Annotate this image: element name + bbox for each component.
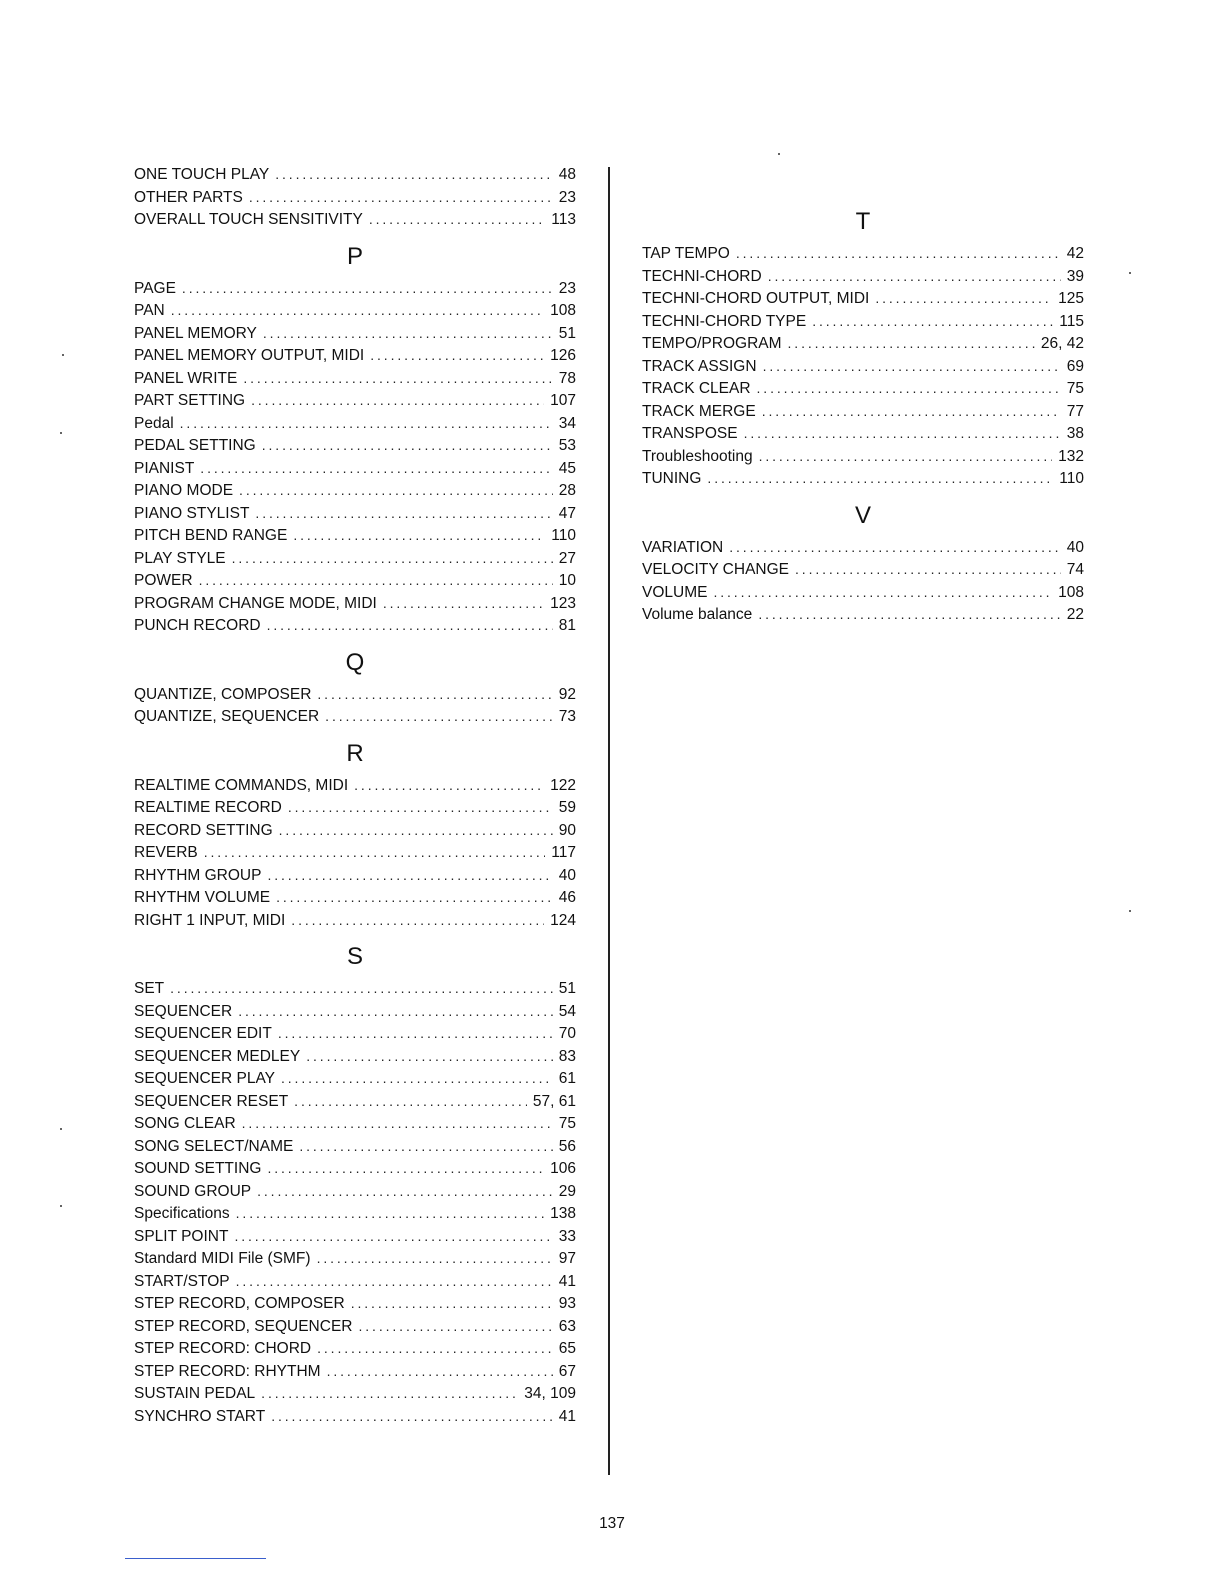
dot-leader	[257, 1180, 553, 1203]
dot-leader	[232, 547, 553, 570]
index-page-ref: 97	[558, 1250, 576, 1267]
index-entry	[134, 1022, 576, 1045]
index-entry	[134, 457, 576, 480]
index-page-ref: 122	[550, 776, 576, 794]
dot-leader	[762, 400, 1061, 423]
dot-leader	[288, 796, 553, 819]
dot-leader	[261, 1382, 518, 1405]
index-page-ref: 77	[1066, 402, 1084, 420]
index-section-q	[134, 649, 576, 728]
index-entry	[642, 536, 1084, 559]
dot-leader	[279, 819, 553, 842]
index-page-ref: 29	[558, 1182, 576, 1200]
dot-leader	[875, 287, 1052, 310]
index-term: STEP RECORD, COMPOSER	[134, 1295, 345, 1312]
scan-speck	[1129, 910, 1131, 912]
index-page-ref: 75	[1066, 380, 1084, 397]
index-page-ref: 65	[558, 1340, 576, 1357]
index-term: VELOCITY CHANGE	[642, 561, 790, 578]
dot-leader	[236, 1270, 553, 1293]
index-section-t	[642, 208, 1084, 490]
dot-leader	[294, 1090, 527, 1113]
index-term: SOUND GROUP	[134, 1182, 252, 1200]
index-term: TECHNI-CHORD	[642, 267, 762, 285]
dot-leader	[729, 536, 1061, 559]
index-entry	[134, 1180, 576, 1203]
dot-leader	[236, 1202, 544, 1225]
index-term: TRANSPOSE	[642, 425, 738, 442]
index-term: SUSTAIN PEDAL	[134, 1385, 256, 1402]
index-entry	[134, 819, 576, 842]
dot-leader	[234, 1225, 552, 1248]
index-section-p	[134, 243, 576, 637]
index-term: PIANIST	[134, 459, 195, 477]
index-term: PART SETTING	[134, 392, 246, 409]
index-term: RECORD SETTING	[134, 821, 273, 839]
index-entry	[134, 502, 576, 525]
index-entry	[642, 603, 1084, 626]
index-entry	[134, 1225, 576, 1248]
index-page-ref: 23	[558, 279, 576, 297]
index-term: PAGE	[134, 279, 176, 297]
section-heading-r: R	[346, 739, 364, 767]
index-term: REVERB	[134, 844, 198, 861]
index-page-ref: 10	[558, 572, 576, 589]
dot-leader	[275, 163, 553, 186]
dot-leader	[182, 277, 553, 300]
index-term: PIANO STYLIST	[134, 504, 250, 522]
index-term: OVERALL TOUCH SENSITIVITY	[134, 211, 363, 228]
index-term: OTHER PARTS	[134, 188, 243, 206]
index-entry	[134, 774, 576, 797]
index-term: TRACK MERGE	[642, 402, 756, 420]
index-term: PITCH BEND RANGE	[134, 527, 288, 544]
index-term: POWER	[134, 572, 193, 589]
index-term: PANEL WRITE	[134, 369, 238, 387]
right-index-column	[642, 208, 1084, 626]
scan-speck	[60, 1205, 62, 1207]
index-page-ref: 38	[1066, 425, 1084, 442]
section-heading-v: V	[854, 501, 871, 529]
index-page-ref: 40	[558, 866, 576, 884]
page-number: 137	[599, 1515, 625, 1532]
index-term: PLAY STYLE	[134, 549, 226, 567]
index-page-ref: 45	[558, 459, 576, 477]
index-entry	[134, 1337, 576, 1360]
index-page-ref: 110	[1059, 470, 1084, 487]
index-page-ref: 51	[558, 980, 576, 997]
index-page-ref: 53	[558, 437, 576, 454]
dot-leader	[243, 367, 552, 390]
index-entry	[642, 310, 1084, 333]
index-page-ref: 54	[558, 1002, 576, 1020]
dot-leader	[744, 422, 1061, 445]
index-term: SEQUENCER RESET	[134, 1092, 289, 1110]
index-page-ref: 47	[558, 504, 576, 522]
index-term: SEQUENCER PLAY	[134, 1070, 275, 1087]
dot-leader	[255, 502, 552, 525]
index-entry	[134, 1292, 576, 1315]
dot-leader	[267, 1157, 544, 1180]
index-page-ref: 61	[558, 1070, 576, 1087]
index-term: STEP RECORD, SEQUENCER	[134, 1317, 353, 1335]
index-entry	[134, 163, 576, 186]
index-entry	[134, 841, 576, 864]
index-entry	[134, 547, 576, 570]
dot-leader	[763, 355, 1061, 378]
index-entry	[134, 344, 576, 367]
index-entry	[134, 592, 576, 615]
index-page-ref: 46	[558, 889, 576, 906]
index-page-ref: 26, 42	[1040, 335, 1084, 352]
index-entry	[642, 445, 1084, 468]
index-term: RHYTHM VOLUME	[134, 889, 271, 906]
index-page-ref: 69	[1066, 357, 1084, 375]
index-entry	[134, 1112, 576, 1135]
index-page-ref: 107	[550, 392, 576, 409]
index-term: SEQUENCER EDIT	[134, 1025, 272, 1042]
index-term: SONG SELECT/NAME	[134, 1137, 294, 1155]
index-entry	[134, 1090, 576, 1113]
index-entry	[642, 332, 1084, 355]
dot-leader	[788, 332, 1035, 355]
dot-leader	[327, 1360, 553, 1383]
index-term: RIGHT 1 INPUT, MIDI	[134, 911, 286, 929]
index-page-ref: 73	[558, 708, 576, 725]
index-term: SEQUENCER	[134, 1002, 233, 1020]
dot-leader	[293, 524, 545, 547]
index-term: SEQUENCER MEDLEY	[134, 1047, 301, 1065]
scan-speck	[778, 153, 780, 155]
index-term: STEP RECORD: CHORD	[134, 1340, 312, 1357]
section-heading-q: Q	[345, 648, 365, 676]
index-page-ref: 117	[551, 844, 576, 861]
index-section-o	[134, 163, 576, 231]
column-divider	[608, 167, 610, 1475]
index-term: QUANTIZE, COMPOSER	[134, 685, 312, 703]
index-entry	[642, 242, 1084, 265]
dot-leader	[354, 774, 544, 797]
index-term: VARIATION	[642, 538, 724, 556]
index-term: TUNING	[642, 470, 702, 487]
index-page-ref: 90	[558, 821, 576, 839]
index-entry	[134, 389, 576, 412]
index-page-ref: 93	[558, 1295, 576, 1312]
index-page-ref: 34	[558, 414, 576, 432]
footer-rule	[125, 1558, 266, 1559]
index-entry	[642, 422, 1084, 445]
index-term: PUNCH RECORD	[134, 617, 261, 634]
index-page-ref: 78	[558, 369, 576, 387]
index-page-ref: 23	[558, 188, 576, 206]
index-term: Pedal	[134, 414, 174, 432]
index-entry	[642, 287, 1084, 310]
index-entry	[134, 1315, 576, 1338]
index-entry	[642, 377, 1084, 400]
index-entry	[134, 1270, 576, 1293]
index-page-ref: 67	[558, 1362, 576, 1380]
index-section-r	[134, 740, 576, 932]
index-page-ref: 92	[558, 685, 576, 703]
dot-leader	[271, 1405, 553, 1428]
dot-leader	[370, 344, 544, 367]
dot-leader	[262, 434, 553, 457]
index-term: PANEL MEMORY	[134, 324, 257, 342]
index-page-ref: 39	[1066, 267, 1084, 285]
index-page-ref: 108	[550, 302, 576, 319]
index-entry-list	[134, 277, 576, 637]
index-entry	[134, 705, 576, 728]
index-entry-list	[134, 774, 576, 932]
index-term: RHYTHM GROUP	[134, 866, 262, 884]
index-entry	[134, 683, 576, 706]
index-page-ref: 81	[558, 617, 576, 634]
index-entry	[134, 434, 576, 457]
index-term: TECHNI-CHORD OUTPUT, MIDI	[642, 290, 870, 307]
index-entry	[134, 864, 576, 887]
dot-leader	[325, 705, 553, 728]
dot-leader	[281, 1067, 553, 1090]
index-term: SONG CLEAR	[134, 1115, 236, 1132]
index-entry-list	[134, 683, 576, 728]
scan-speck	[60, 432, 62, 434]
index-page-ref: 41	[558, 1407, 576, 1425]
index-page-ref: 41	[558, 1272, 576, 1290]
index-term: PROGRAM CHANGE MODE, MIDI	[134, 594, 377, 612]
dot-leader	[200, 457, 552, 480]
section-heading-p: P	[346, 242, 363, 270]
index-page-ref: 40	[1066, 538, 1084, 556]
index-entry	[134, 1135, 576, 1158]
dot-leader	[758, 603, 1060, 626]
index-entry	[134, 909, 576, 932]
index-term: PAN	[134, 302, 165, 319]
index-entry	[642, 581, 1084, 604]
index-term: REALTIME RECORD	[134, 799, 282, 816]
index-entry	[134, 1405, 576, 1428]
dot-leader	[249, 186, 553, 209]
index-page-ref: 106	[550, 1160, 576, 1177]
index-entry-list	[642, 242, 1084, 490]
dot-leader	[317, 1337, 553, 1360]
dot-leader	[736, 242, 1061, 265]
index-entry	[134, 1000, 576, 1023]
index-entry	[134, 277, 576, 300]
index-entry-list	[642, 536, 1084, 626]
index-term: TRACK ASSIGN	[642, 357, 757, 375]
index-entry	[134, 1247, 576, 1270]
dot-leader	[713, 581, 1052, 604]
index-entry	[134, 479, 576, 502]
index-term: SET	[134, 980, 165, 997]
index-page-ref: 132	[1058, 447, 1084, 465]
index-entry	[134, 569, 576, 592]
index-page-ref: 57, 61	[532, 1092, 576, 1110]
dot-leader	[278, 1022, 553, 1045]
section-heading-s: S	[346, 943, 363, 970]
dot-leader	[707, 467, 1053, 490]
index-entry	[134, 886, 576, 909]
dot-leader	[267, 614, 553, 637]
index-page-ref: 63	[558, 1317, 576, 1335]
dot-leader	[276, 886, 553, 909]
index-page-ref: 115	[1059, 312, 1084, 330]
index-entry	[134, 1202, 576, 1225]
index-entry-list	[134, 163, 576, 231]
index-term: VOLUME	[642, 583, 708, 601]
index-entry	[134, 367, 576, 390]
index-page-ref: 27	[558, 549, 576, 567]
dot-leader	[199, 569, 553, 592]
dot-leader	[757, 377, 1061, 400]
index-page-ref: 22	[1066, 606, 1084, 623]
index-page-ref: 75	[558, 1115, 576, 1132]
dot-leader	[759, 445, 1053, 468]
index-entry	[642, 355, 1084, 378]
index-term: TEMPO/PROGRAM	[642, 335, 782, 352]
dot-leader	[306, 1045, 553, 1068]
index-page-ref: 74	[1066, 561, 1084, 578]
index-entry	[134, 1382, 576, 1405]
index-term: REALTIME COMMANDS, MIDI	[134, 776, 349, 794]
index-page-ref: 51	[558, 324, 576, 342]
index-section-v	[642, 502, 1084, 626]
index-entry	[134, 412, 576, 435]
index-entry	[134, 977, 576, 1000]
dot-leader	[317, 683, 552, 706]
dot-leader	[795, 558, 1061, 581]
index-page-ref: 28	[558, 482, 576, 499]
index-page-ref: 70	[558, 1025, 576, 1042]
index-term: STEP RECORD: RHYTHM	[134, 1362, 321, 1380]
index-entry	[134, 208, 576, 231]
dot-leader	[267, 864, 552, 887]
index-page-ref: 123	[550, 594, 576, 612]
index-entry	[642, 400, 1084, 423]
dot-leader	[242, 1112, 553, 1135]
index-page-ref: 34, 109	[524, 1385, 576, 1402]
index-page-ref: 125	[1058, 290, 1084, 307]
index-term: START/STOP	[134, 1272, 230, 1290]
index-entry	[134, 524, 576, 547]
dot-leader	[263, 322, 553, 345]
index-section-s	[134, 943, 576, 1427]
index-page-ref: 110	[551, 527, 576, 544]
index-term: TAP TEMPO	[642, 245, 730, 262]
index-page-ref: 59	[558, 799, 576, 816]
index-term: QUANTIZE, SEQUENCER	[134, 708, 320, 725]
index-page-ref: 56	[558, 1137, 576, 1155]
dot-leader	[239, 479, 553, 502]
index-entry	[134, 322, 576, 345]
dot-leader	[317, 1247, 553, 1270]
dot-leader	[369, 208, 545, 231]
index-entry	[642, 265, 1084, 288]
dot-leader	[768, 265, 1061, 288]
index-entry-list	[134, 977, 576, 1427]
index-entry	[134, 1045, 576, 1068]
index-term: TRACK CLEAR	[642, 380, 751, 397]
index-term: Specifications	[134, 1205, 230, 1222]
scan-speck	[62, 354, 64, 356]
index-entry	[134, 614, 576, 637]
index-term: Standard MIDI File (SMF)	[134, 1250, 311, 1267]
index-page-ref: 126	[550, 347, 576, 364]
index-entry	[134, 796, 576, 819]
dot-leader	[238, 1000, 553, 1023]
index-term: Troubleshooting	[642, 447, 753, 465]
index-term: SOUND SETTING	[134, 1160, 262, 1177]
left-index-column	[134, 163, 576, 1427]
section-heading-t: T	[855, 208, 871, 235]
dot-leader	[351, 1292, 553, 1315]
index-term: Volume balance	[642, 606, 753, 623]
scan-speck	[60, 1128, 62, 1130]
index-entry	[134, 1157, 576, 1180]
index-page-ref: 124	[550, 911, 576, 929]
index-term: PANEL MEMORY OUTPUT, MIDI	[134, 347, 365, 364]
dot-leader	[251, 389, 544, 412]
dot-leader	[291, 909, 544, 932]
index-page-ref: 108	[1058, 583, 1084, 601]
dot-leader	[204, 841, 546, 864]
index-term: ONE TOUCH PLAY	[134, 166, 270, 183]
index-term: TECHNI-CHORD TYPE	[642, 312, 807, 330]
index-term: SPLIT POINT	[134, 1227, 229, 1245]
index-entry	[134, 1067, 576, 1090]
index-entry	[642, 558, 1084, 581]
dot-leader	[812, 310, 1053, 333]
index-page-ref: 42	[1066, 245, 1084, 262]
scan-speck	[1129, 272, 1131, 274]
dot-leader	[171, 299, 544, 322]
index-term: PIANO MODE	[134, 482, 234, 499]
index-entry	[134, 186, 576, 209]
dot-leader	[180, 412, 553, 435]
index-term: PEDAL SETTING	[134, 437, 256, 454]
index-page-ref: 113	[551, 211, 576, 228]
index-page-ref: 33	[558, 1227, 576, 1245]
dot-leader	[383, 592, 544, 615]
dot-leader	[170, 977, 553, 1000]
index-page-ref: 48	[558, 166, 576, 183]
index-term: SYNCHRO START	[134, 1407, 266, 1425]
dot-leader	[358, 1315, 552, 1338]
index-page-ref: 138	[550, 1205, 576, 1222]
dot-leader	[299, 1135, 552, 1158]
index-page-ref: 83	[558, 1047, 576, 1065]
index-entry	[134, 299, 576, 322]
index-entry	[642, 467, 1084, 490]
index-entry	[134, 1360, 576, 1383]
